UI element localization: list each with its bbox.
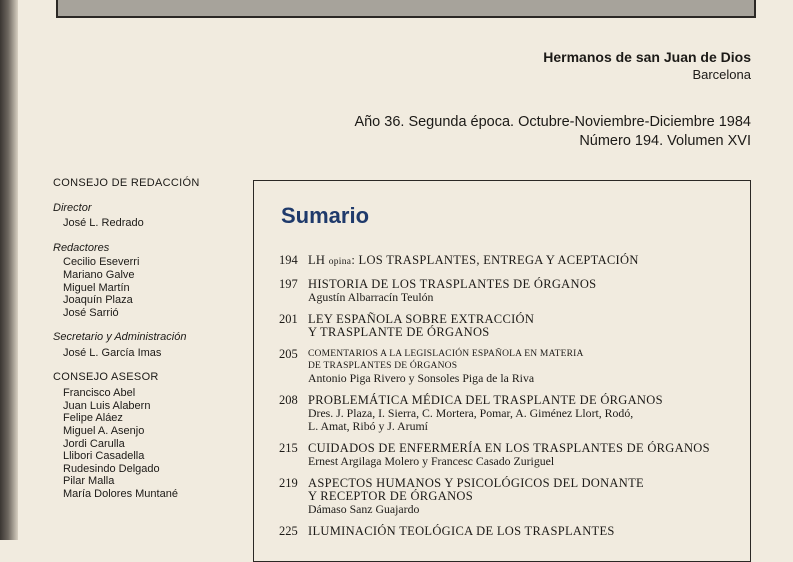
asesor-name: Llibori Casadella	[63, 450, 145, 463]
toc-title-line-2: Y RECEPTOR DE ÓRGANOS	[308, 489, 473, 503]
redactor-name: José Sarrió	[63, 306, 119, 319]
redactor-name: Mariano Galve	[63, 268, 135, 281]
toc-title: CUIDADOS DE ENFERMERÍA EN LOS TRASPLANTES DE ÓRGANOS	[308, 441, 710, 455]
toc-page-number: 219	[279, 476, 298, 490]
toc-page-number: 205	[279, 347, 298, 361]
toc-author: Dres. J. Plaza, I. Sierra, C. Mortera, Pomar, A. Giménez Llort, Rodó,	[308, 406, 634, 420]
toc-title-prefix: LH	[308, 253, 326, 267]
redactor-name: Joaquín Plaza	[63, 294, 133, 307]
toc-title-text: : LOS TRASPLANTES, ENTREGA Y ACEPTACIÓN	[351, 253, 639, 267]
sumario-title: Sumario	[281, 203, 370, 228]
toc-title: COMENTARIOS A LA LEGISLACIÓN ESPAÑOLA EN MATERIA	[308, 349, 584, 359]
redactor-name: Miguel Martín	[63, 281, 130, 294]
credits-column	[53, 177, 243, 500]
toc-title: HISTORIA DE LOS TRASPLANTES DE ÓRGANOS	[308, 277, 597, 291]
director-label: Director	[53, 201, 92, 214]
toc-title: LEY ESPAÑOLA SOBRE EXTRACCIÓN	[308, 312, 535, 326]
toc-title: PROBLEMÁTICA MÉDICA DEL TRASPLANTE DE ÓRGANOS	[308, 393, 663, 407]
toc-page-number: 215	[279, 441, 298, 455]
toc-entry	[279, 477, 749, 516]
sumario-entries	[279, 254, 749, 547]
toc-entry	[279, 394, 749, 433]
toc-page-number: 194	[279, 253, 298, 267]
toc-title	[308, 254, 749, 269]
redactor-name: Cecilio Eseverri	[63, 256, 140, 269]
consejo-asesor-heading: CONSEJO ASESOR	[53, 370, 159, 383]
asesor-name: María Dolores Muntané	[63, 487, 178, 500]
issue-line-1: Año 36. Segunda época. Octubre-Noviembre-Diciembre 1984	[354, 114, 751, 130]
toc-entry	[279, 254, 749, 269]
toc-title-prefix-small: opina	[328, 257, 352, 267]
asesor-name: Jordi Carulla	[63, 437, 125, 450]
consejo-redaccion-heading: CONSEJO DE REDACCIÓN	[53, 177, 200, 189]
toc-entry	[279, 525, 749, 538]
toc-author: Ernest Argilaga Molero y Francesc Casado Zuriguel	[308, 454, 555, 468]
secretario-name: José L. García Imas	[63, 346, 162, 359]
toc-author: Antonio Piga Rivero y Sonsoles Piga de la Riva	[308, 371, 535, 385]
asesor-name: Pilar Malla	[63, 475, 115, 488]
toc-title: ASPECTOS HUMANOS Y PSICOLÓGICOS DEL DONANTE	[308, 476, 644, 490]
toc-page-number: 201	[279, 312, 298, 326]
asesor-name: Miguel A. Asenjo	[63, 424, 145, 437]
publisher-block	[543, 48, 751, 84]
toc-page-number: 225	[279, 524, 298, 538]
publisher-name: Hermanos de san Juan de Dios	[543, 49, 751, 65]
asesor-name: Felipe Aláez	[63, 412, 123, 425]
redactores-label: Redactores	[53, 241, 110, 254]
page-spine-shadow	[0, 0, 18, 540]
toc-author: Agustín Albarracín Teulón	[308, 290, 434, 304]
sumario-box	[253, 180, 751, 562]
toc-author: Dámaso Sanz Guajardo	[308, 502, 420, 516]
publisher-city: Barcelona	[692, 67, 751, 82]
toc-title-line-2: Y TRASPLANTE DE ÓRGANOS	[308, 325, 490, 339]
toc-entry	[279, 442, 749, 468]
toc-page-number: 208	[279, 393, 298, 407]
asesor-name: Rudesindo Delgado	[63, 462, 160, 475]
toc-author-line-2: L. Amat, Ribó y J. Arumí	[308, 419, 428, 433]
toc-entry	[279, 313, 749, 339]
toc-entry	[279, 348, 749, 385]
issue-info	[354, 113, 751, 151]
toc-title: ILUMINACIÓN TEOLÓGICA DE LOS TRASPLANTES	[308, 524, 615, 538]
asesor-name: Juan Luis Alabern	[63, 399, 151, 412]
toc-entry	[279, 278, 749, 304]
issue-line-2: Número 194. Volumen XVI	[579, 133, 751, 149]
cover-image-band	[56, 0, 756, 18]
asesor-name: Francisco Abel	[63, 387, 136, 400]
director-name: José L. Redrado	[63, 217, 144, 230]
secretario-label: Secretario y Administración	[53, 331, 187, 344]
toc-title-line-2: DE TRASPLANTES DE ÓRGANOS	[308, 361, 458, 371]
toc-page-number: 197	[279, 277, 298, 291]
